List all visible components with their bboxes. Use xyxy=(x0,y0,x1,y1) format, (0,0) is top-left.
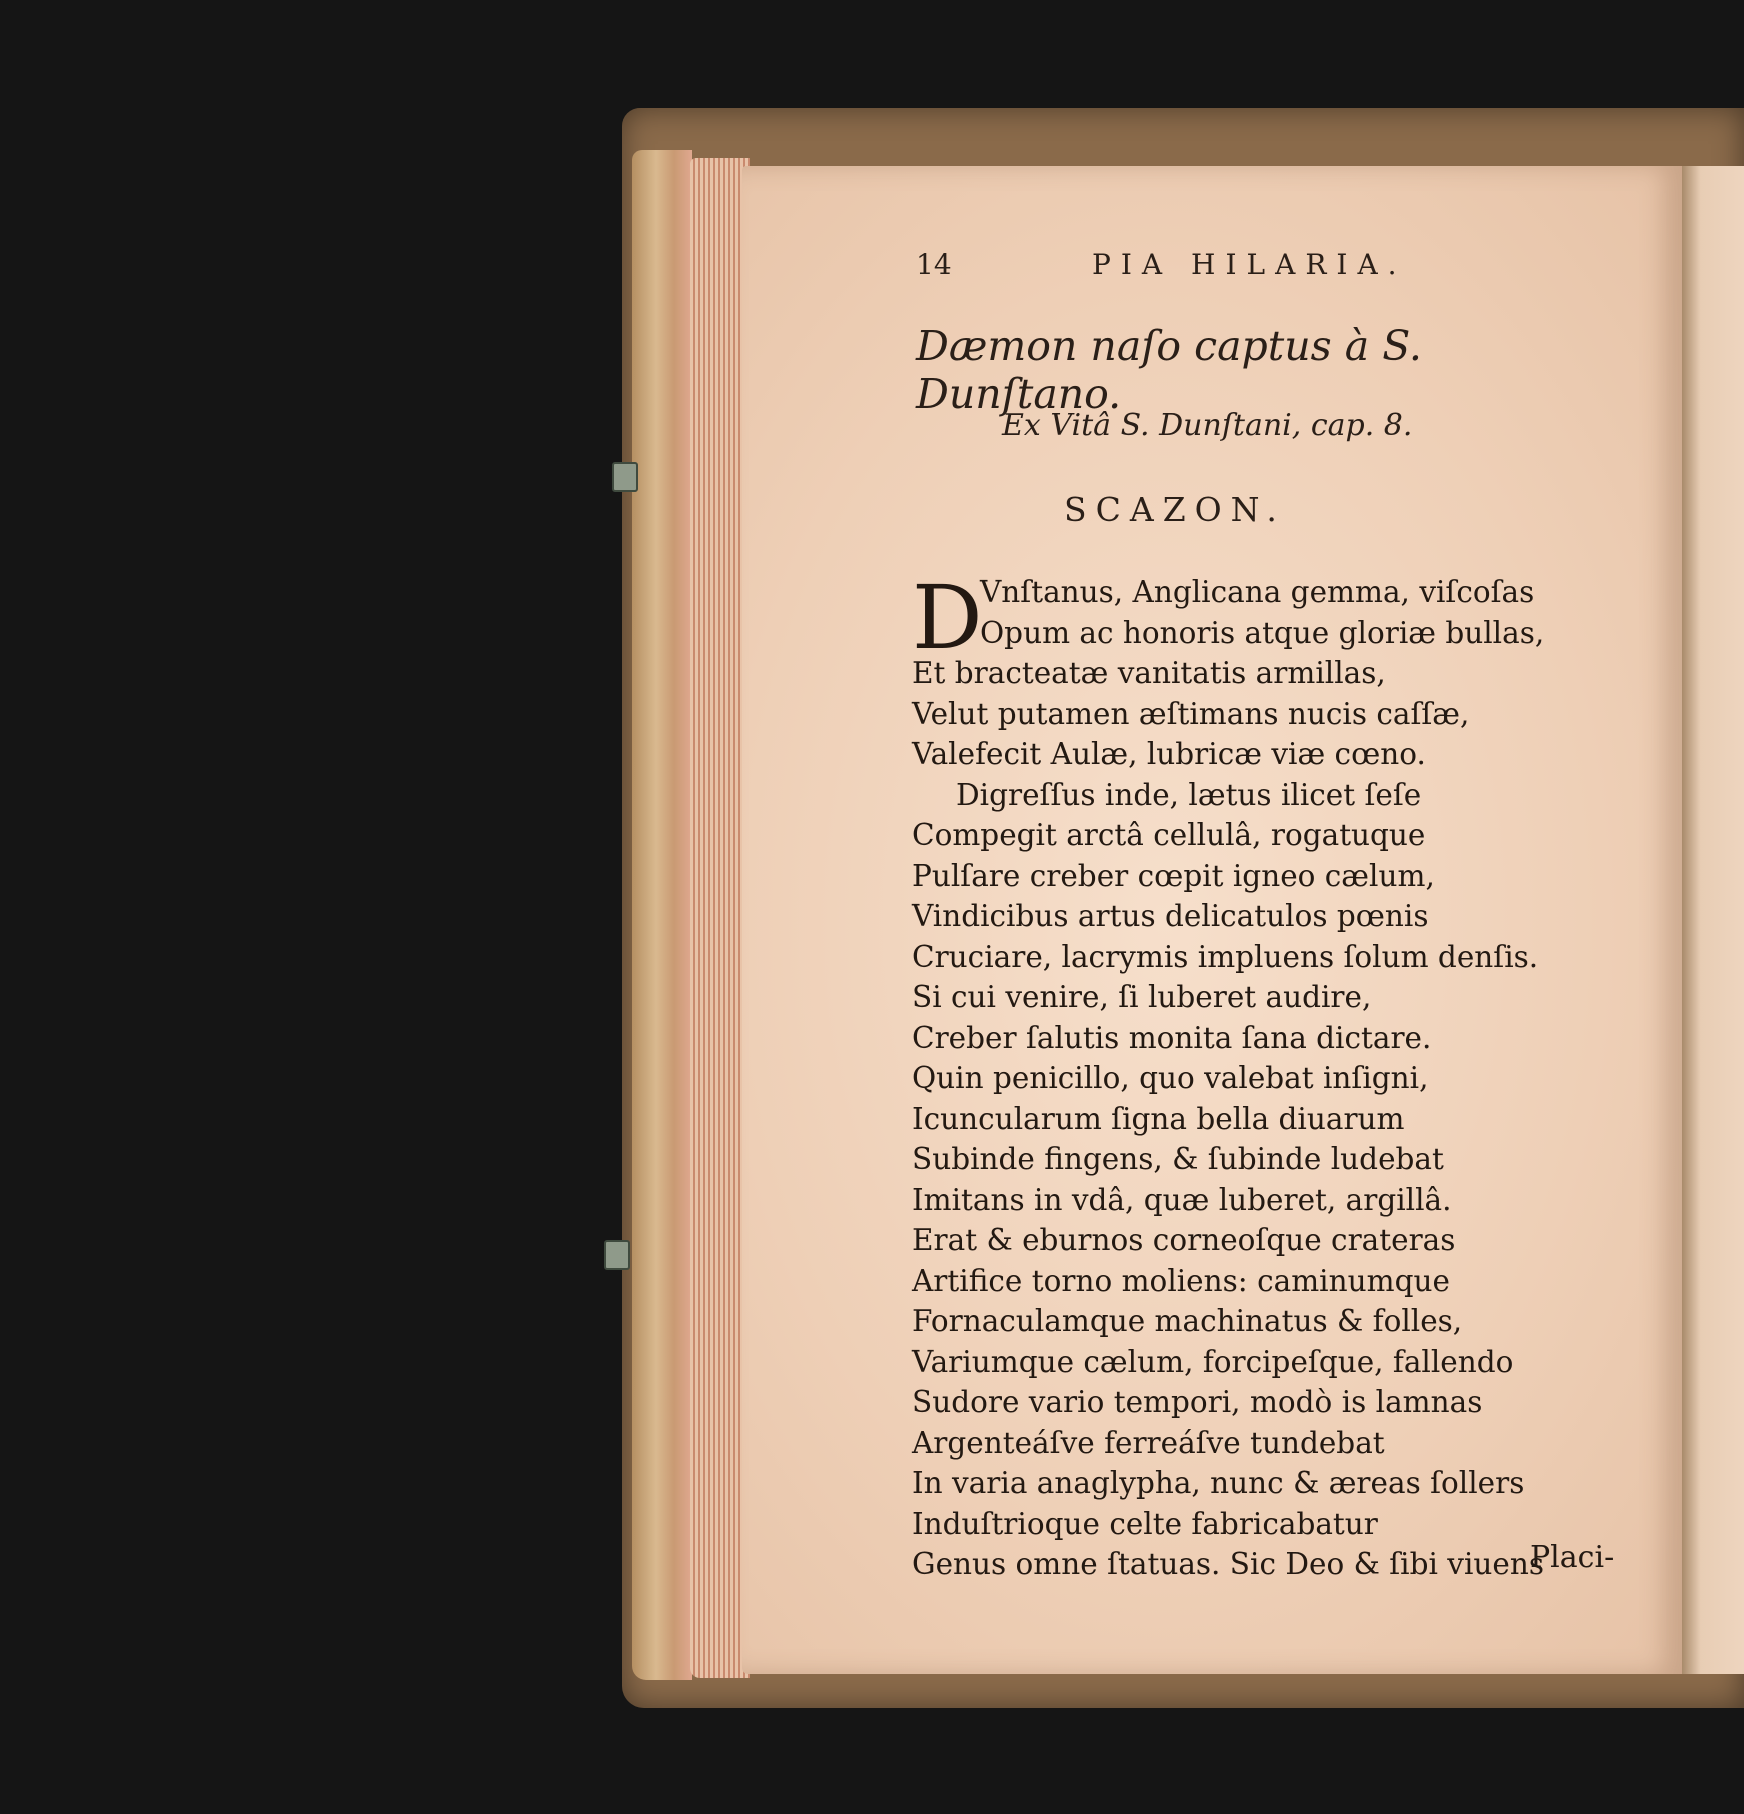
poem-line: Imitans in vdâ, quæ luberet, argillâ. xyxy=(912,1182,1452,1217)
book-fore-edge xyxy=(632,150,692,1680)
poem-line: Vindicibus artus delicatulos pœnis xyxy=(912,899,1429,933)
poem-line: D Vnſtanus, Anglicana gemma, viſcoſas xyxy=(912,566,1535,669)
poem-line: Digreſſus inde, lætus ilicet ſeſe xyxy=(956,777,1422,812)
poem-line: Si cui venire, ſi luberet audire, xyxy=(912,980,1372,1014)
poem-line: Sudore vario tempori, modò is lamnas xyxy=(912,1385,1483,1419)
poem-line: In varia anaglypha, nunc & æreas ſollers xyxy=(912,1466,1525,1500)
poem-body xyxy=(912,566,1615,1585)
poem-line: Opum ac honoris atque gloriæ bullas, xyxy=(980,615,1545,650)
poem-line: Quin penicillo, quo valebat inſigni, xyxy=(912,1061,1429,1095)
poem-line: Genus omne ſtatuas. Sic Deo & ſibi viuens xyxy=(912,1547,1544,1581)
poem-line: Argenteáſve ferreáſve tundebat xyxy=(912,1425,1385,1460)
drop-cap: D xyxy=(912,566,983,669)
poem-line: Velut putamen æſtimans nucis caſſæ, xyxy=(912,696,1470,731)
catchword: Placi- xyxy=(1530,1540,1615,1575)
clasp-upper xyxy=(612,462,638,492)
poem-line: Artifice torno moliens: caminumque xyxy=(912,1263,1450,1298)
facing-page-edge xyxy=(1682,166,1744,1674)
running-title: PIA HILARIA. xyxy=(1092,248,1407,281)
page-number: 14 xyxy=(916,248,952,281)
clasp-lower xyxy=(604,1240,630,1270)
poem-line: Induſtrioque celte fabricabatur xyxy=(912,1506,1378,1541)
section-heading: Dæmon naſo captus à S. Dunſtano. xyxy=(916,322,1422,418)
poem-line: Subinde fingens, & ſubinde ludebat xyxy=(912,1142,1444,1176)
poem-line: Creber ſalutis monita ſana dictare. xyxy=(912,1020,1432,1055)
meter-label: SCAZON. xyxy=(1064,490,1286,529)
page-stack xyxy=(690,158,750,1678)
poem-line: Valefecit Aulæ, lubricæ viæ cœno. xyxy=(912,737,1426,771)
poem-line: Fornaculamque machinatus & folles, xyxy=(912,1304,1463,1338)
poem-line: Compegit arctâ cellulâ, rogatuque xyxy=(912,818,1426,852)
poem-line: Erat & eburnos corneoſque crateras xyxy=(912,1223,1456,1257)
poem-line: Cruciare, lacrymis impluens ſolum denſis. xyxy=(912,939,1539,974)
poem-line: Variumque cælum, forcipeſque, fallendo xyxy=(912,1344,1514,1379)
poem-line: Icuncularum ſigna bella diuarum xyxy=(912,1101,1405,1136)
poem-line: Pulſare creber cœpit igneo cælum, xyxy=(912,858,1435,893)
source-citation: Ex Vitâ S. Dunſtani, cap. 8. xyxy=(1002,408,1413,443)
poem-line: Et bracteatæ vanitatis armillas, xyxy=(912,656,1386,690)
